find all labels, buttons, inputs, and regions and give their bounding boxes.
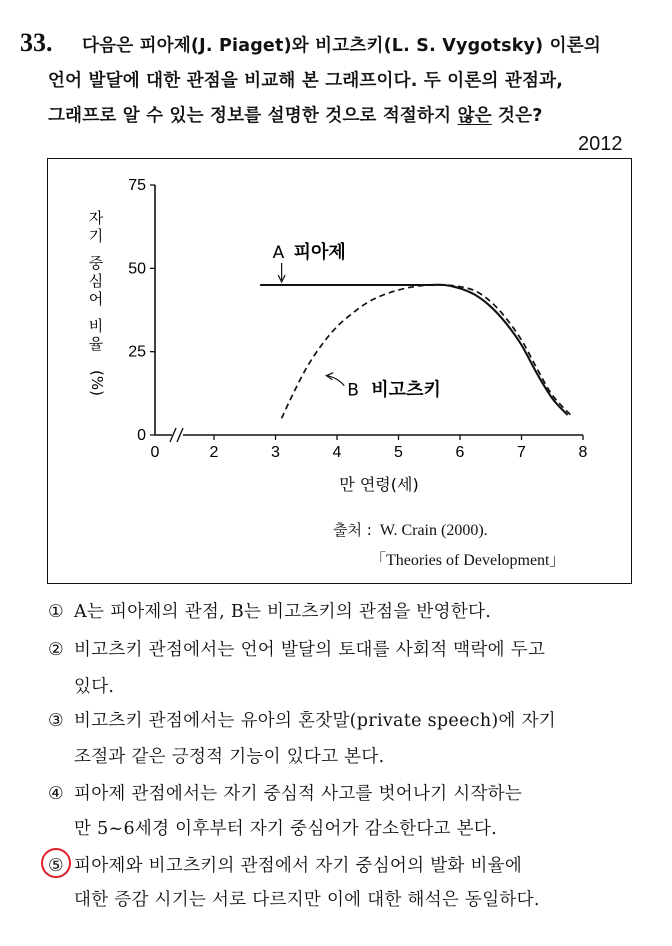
x-tick-label: 5 [394,444,403,461]
y-axis-unit: (%) [88,370,106,396]
source-label: 출처 : [333,521,372,539]
option-3-mark: ③ [48,711,64,731]
source-author: W. Crain (2000). [379,522,488,539]
x-tick-label: 2 [209,444,219,461]
y-tick-label: 25 [128,343,146,361]
x-tick-label: 0 [150,444,160,461]
x-tick-label: 7 [517,444,526,461]
marker-a-label: A [272,243,285,263]
x-tick-label: 8 [578,444,588,461]
question-line-3 [48,102,543,127]
option-5-text: 피아제와 비고츠키의 관점에서 자기 중심어의 발화 비율에 [74,856,523,876]
exam-year: 2012 [578,133,623,155]
question-line-3-end: 것은? [491,106,543,126]
x-tick-label: 4 [332,444,342,461]
question-number: 33. [20,28,53,57]
option-2-text: 비고츠키 관점에서는 언어 발달의 토대를 사회적 맥락에 두고 [74,640,546,660]
question-line-2: 언어 발달에 대한 관점을 비교해 본 그래프이다. 두 이론의 관점과, [48,71,564,91]
source-citation [333,519,488,540]
vygotsky-label: 비고츠키 [371,379,441,401]
option-1[interactable] [48,598,491,623]
option-2-mark: ② [48,640,64,660]
option-4-cont: 만 5~6세경 이후부터 자기 중심어가 감소한다고 본다. [74,819,497,839]
x-tick-label: 6 [455,444,465,461]
figure-box [47,158,632,584]
option-3-text: 비고츠키 관점에서는 유아의 혼잣말(private speech)에 자기 [74,711,556,731]
option-5[interactable] [48,852,522,877]
y-tick-label: 0 [137,427,146,444]
pointer-b [327,376,344,386]
option-5-mark: ⑤ [48,856,64,876]
source-title: 「Theories of Development」 [370,552,566,569]
marker-b-label: B [347,380,359,401]
option-5-cont: 대한 증감 시기는 서로 다르지만 이에 대한 해석은 동일하다. [74,890,540,910]
question-line-1: 다음은 피아제(J. Piaget)와 비고츠키(L. S. Vygotsky) 이론의 [82,36,601,56]
x-tick-label: 3 [271,444,280,461]
option-4-text: 피아제 관점에서는 자기 중심적 사고를 벗어나기 시작하는 [74,784,523,804]
option-2-cont: 있다. [74,677,115,697]
x-axis-label: 만 연령(세) [339,475,419,494]
option-1-text: A는 피아제의 관점, B는 비고츠키의 관점을 반영한다. [74,602,492,622]
y-axis-label: 자 기 중 심 어 비 율 [88,209,104,353]
y-tick-label: 75 [128,177,146,194]
option-3[interactable] [48,707,556,732]
option-4-mark: ④ [48,784,64,804]
option-1-mark: ① [48,602,64,622]
y-tick-label: 50 [128,260,146,278]
question-line-3-start: 그래프로 알 수 있는 정보를 설명한 것으로 적절하지 [48,106,458,126]
piaget-label: 피아제 [293,242,346,263]
option-3-cont: 조절과 같은 긍정적 기능이 있다고 본다. [74,747,385,767]
option-4[interactable] [48,780,522,805]
axis-break-mark [177,428,183,442]
option-2[interactable] [48,636,545,661]
negation-emphasis: 않은 [457,106,492,126]
